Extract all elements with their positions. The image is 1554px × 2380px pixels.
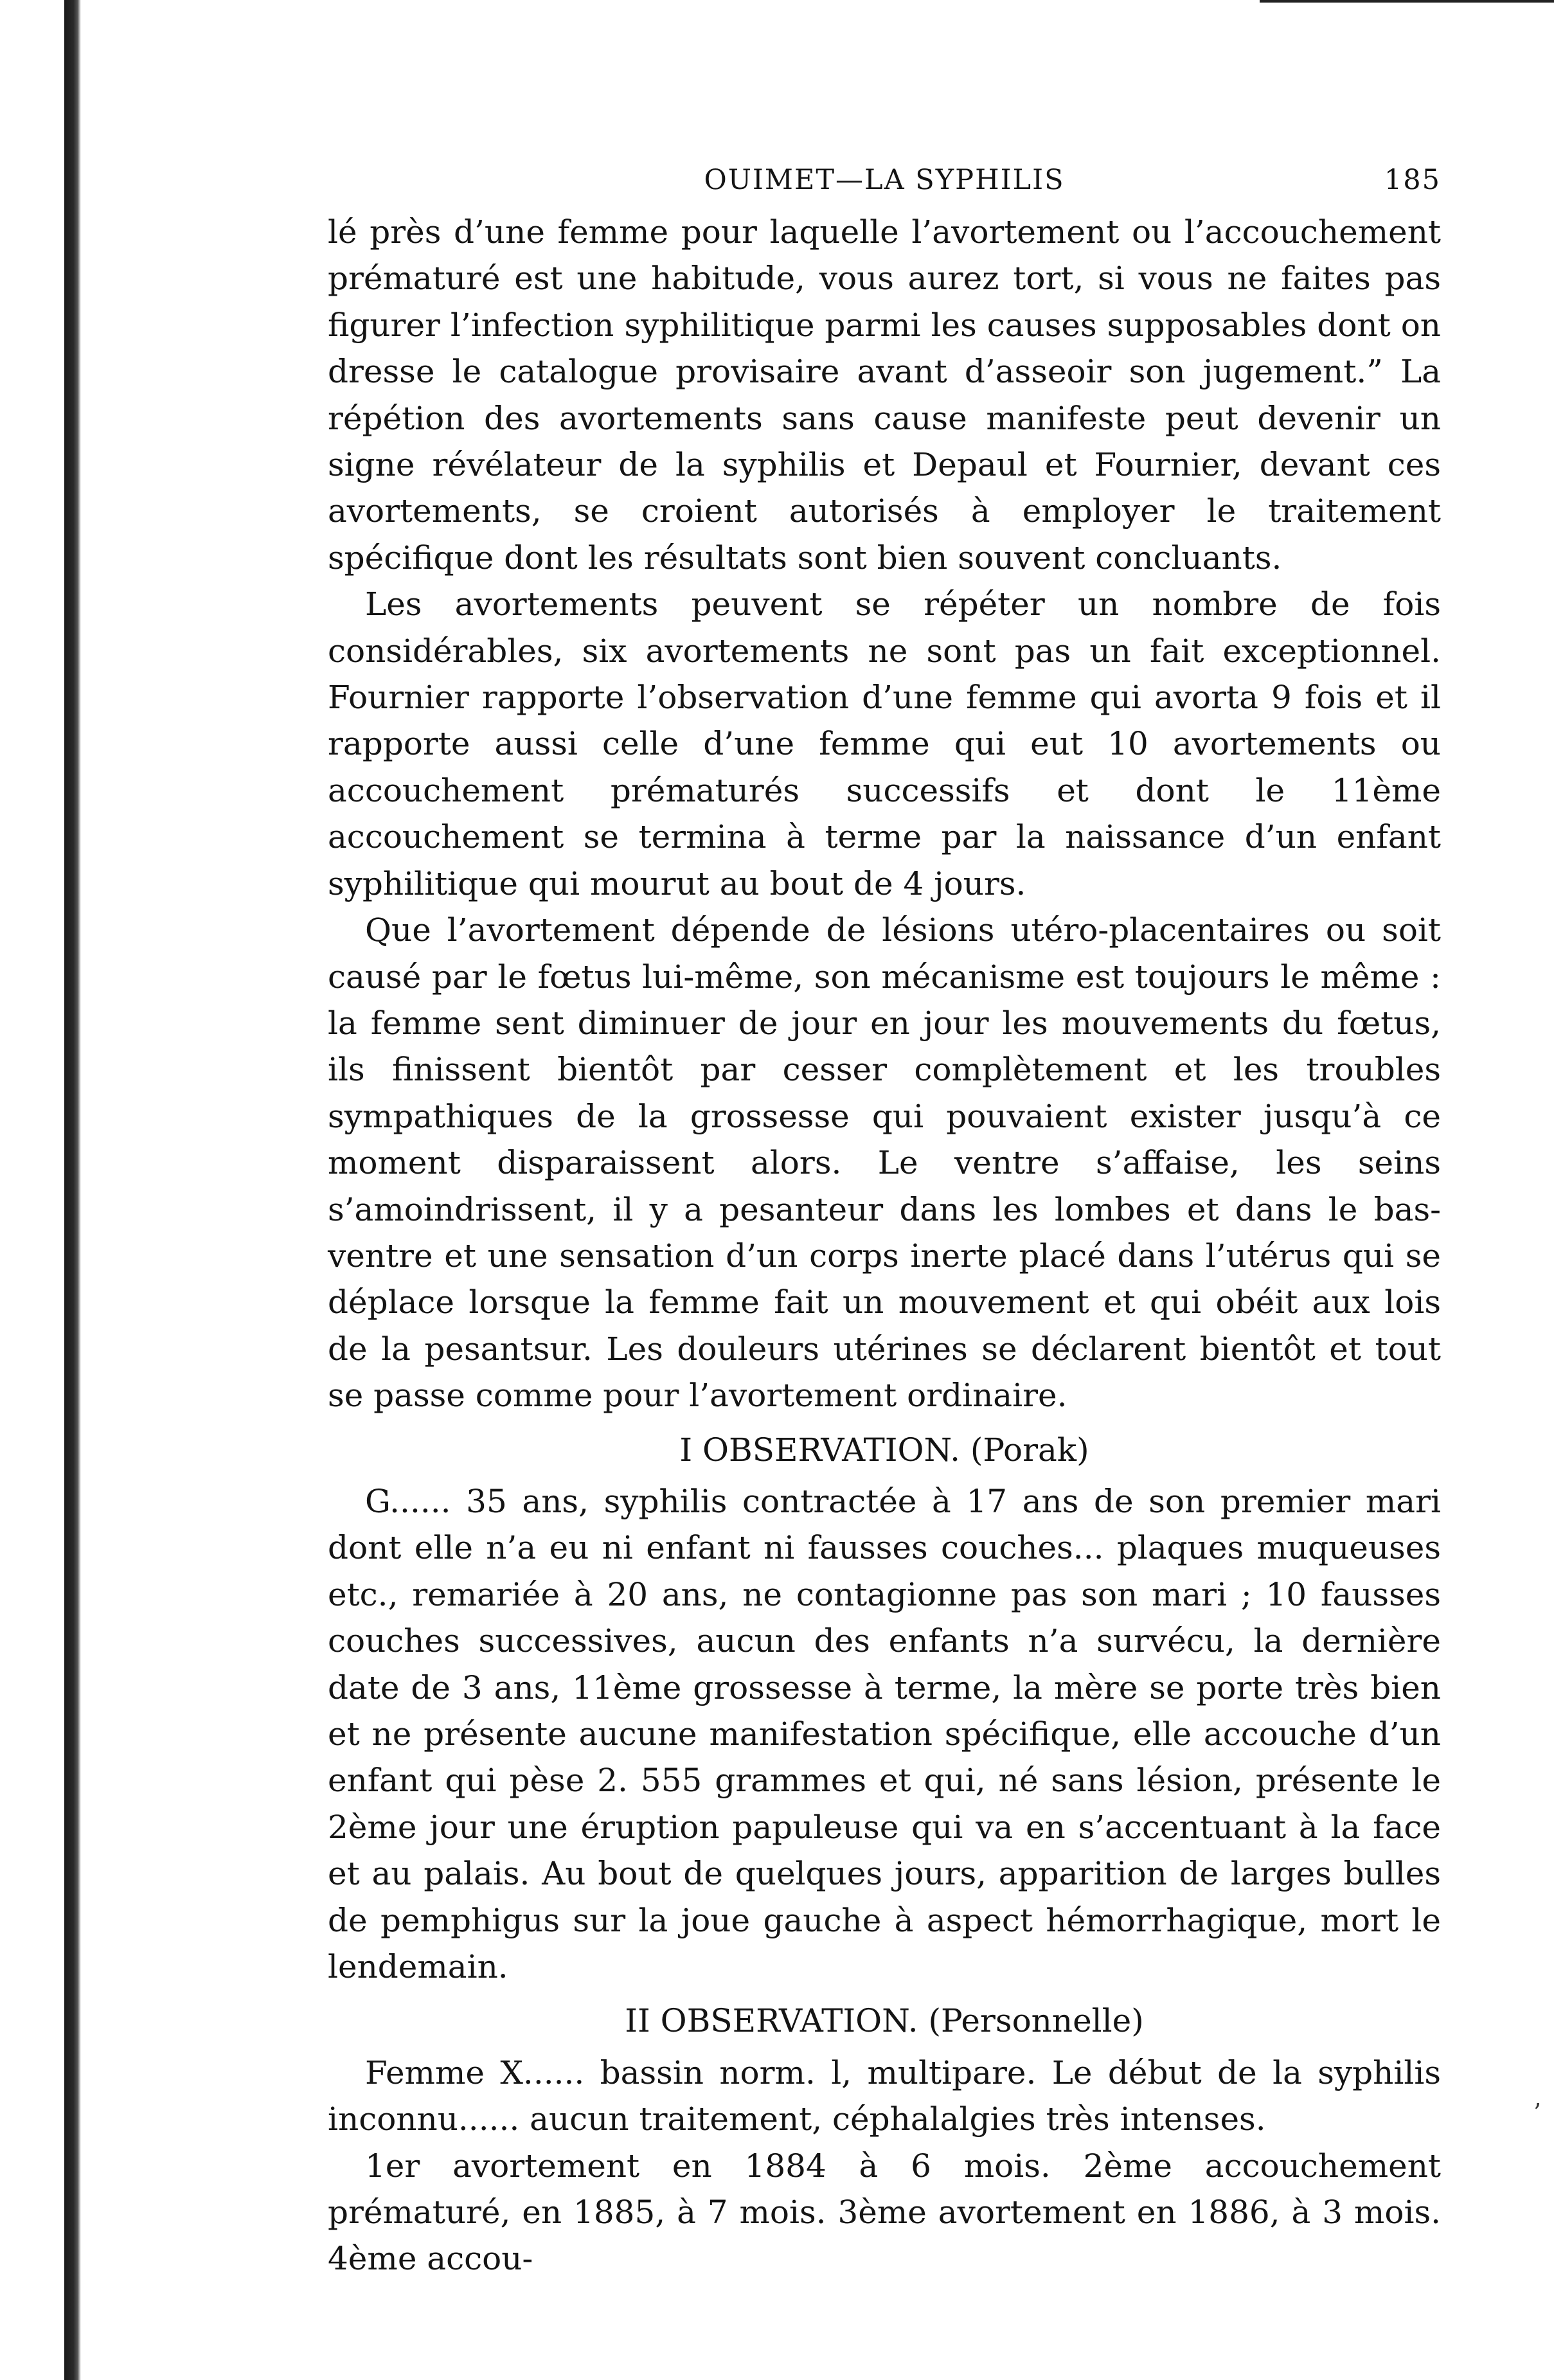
paragraph: Que l’avortement dépende de lésions utéro-placentaires ou soit causé par le fœtus lui-même, son mécanisme est toujours le même : la femme sent diminuer de jour en jour les mouvements du fœtus, ils finissent bientôt par cesser complètement et les troubles sympathiques de la grossesse qui pouvaient exister jusqu’à ce moment disparaissent alors. Le ventre s’affaise, les seins s’amoindrissent, il y a pesanteur dans les lombes et dans le bas-ventre et une sensation d’un corps inerte placé dans l’utérus qui se déplace lorsque la femme fait un mouvement et qui obéit aux lois de la pesantsur. Les douleurs utérines se déclarent bientôt et tout se passe comme pour l’avortement ordinaire. [328, 911, 1441, 1415]
observation-heading: I OBSERVATION. (Porak) [679, 1431, 1089, 1469]
observation-heading: II OBSERVATION. (Personnelle) [625, 2002, 1144, 2040]
running-head [328, 164, 1441, 209]
paragraph: lé près d’une femme pour laquelle l’avortement ou l’accouchement prématuré est une habitude, vous aurez tort, si vous ne faites pas figurer l’infection syphilitique parmi les causes supposables dont on dresse le catalogue provisaire avant d’asseoir son jugement.” La répétion des avortements sans cause manifeste peut devenir un signe révélateur de la syphilis et Depaul et Fournier, devant ces avortements, se croient autorisés à employer le traitement spécifique dont les résultats sont bien souvent concluants. [328, 213, 1441, 577]
page-margin [0, 0, 64, 2380]
page-number: 185 [1384, 164, 1441, 196]
running-title: OUIMET—LA SYPHILIS [704, 164, 1065, 196]
observation-text: Femme X...... bassin norm. l, multipare. Le début de la syphilis inconnu...... aucun traitement, céphalalgies très intenses. [328, 2053, 1441, 2138]
observation-text: G...... 35 ans, syphilis contractée à 17 ans de son premier mari dont elle n’a eu ni enfant ni fausses couches... plaques muqueuses etc., remariée à 20 ans, ne contagionne pas son mari ; 10 fausses couches successives, aucun des enfants n’a survécu, la dernière date de 3 ans, 11ème grossesse à terme, la mère se porte très bien et ne présente aucune manifestation spécifique, elle accouche d’un enfant qui pèse 2. 555 grammes et qui, né sans lésion, présente le 2ème jour une éruption papuleuse qui va en s’accentuant à la face et au palais. Au bout de quelques jours, apparition de larges bulles de pemphigus sur la joue gauche à aspect hémorrhagique, mort le lendemain. [328, 1482, 1441, 1986]
margin-mark: ’ [1533, 2098, 1542, 2127]
paragraph: Les avortements peuvent se répéter un nombre de fois considérables, six avortements ne sont pas un fait exceptionnel. Fournier rapporte l’observation d’une femme qui avorta 9 fois et il rapporte aussi celle d’une femme qui eut 10 avortements ou accouchement prématurés successifs et dont le 11ème accouchement se termina à terme par la naissance d’un enfant syphilitique qui mourut au bout de 4 jours. [328, 586, 1441, 902]
observation-text: 1er avortement en 1884 à 6 mois. 2ème accouchement prématuré, en 1885, à 7 mois. 3ème avortement en 1886, à 3 mois. 4ème accou- [328, 2147, 1441, 2278]
binding-edge [64, 0, 81, 2380]
book-page [328, 164, 1441, 2282]
body-text [328, 209, 1441, 2282]
scan-edge-rule [1260, 0, 1554, 3]
